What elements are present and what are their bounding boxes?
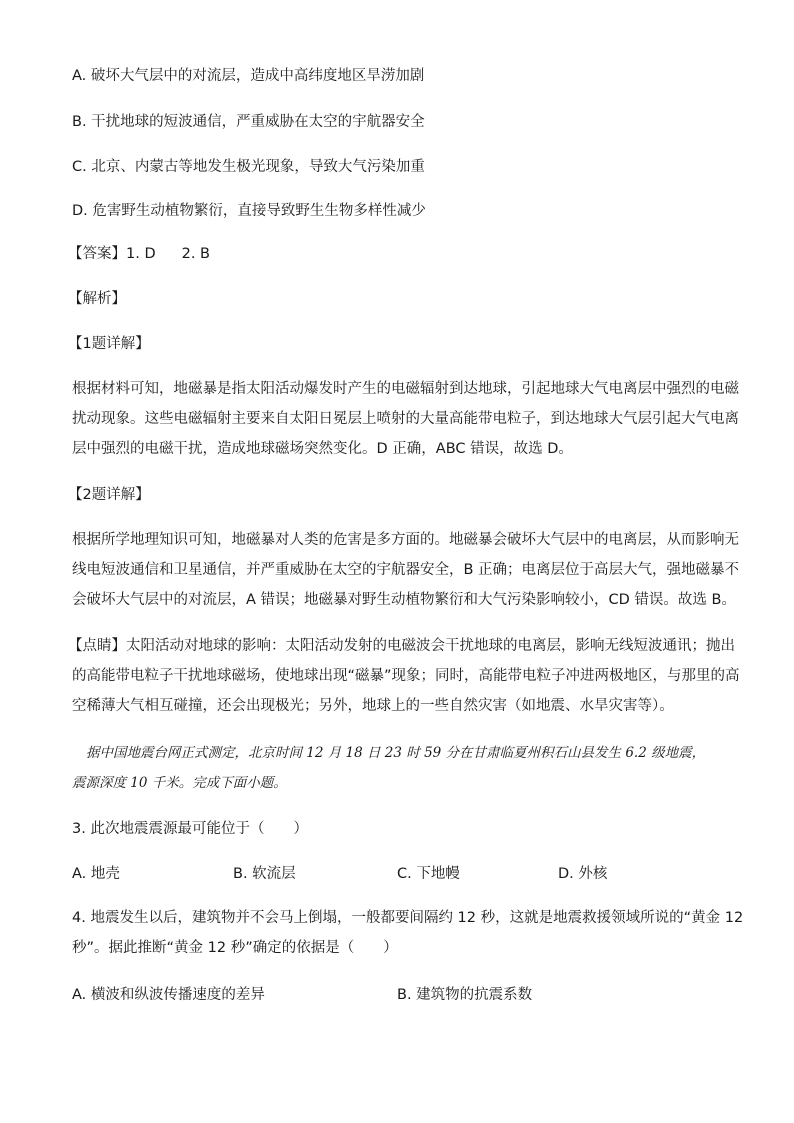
- q3-option-b: B. 软流层: [233, 866, 296, 882]
- answer-tag: 【答案】: [68, 246, 126, 262]
- tip-line: 的高能带电粒子干扰地球磁场，使地球出现“磁暴”现象；同时，高能带电粒子冲进两极地区，与那里的高: [72, 668, 740, 684]
- tip-tag: 【点睛】: [68, 638, 126, 654]
- detail2-line: 会破坏大气层中的对流层，A 错误；地磁暴对野生动植物繁衍和大气污染影响较小，CD 错误。故选 B。: [72, 592, 736, 608]
- answer-first: 1. D: [126, 246, 156, 262]
- q4-option-a: A. 横波和纵波传播速度的差异: [72, 987, 265, 1003]
- detail2-heading: 【2题详解】: [68, 487, 150, 503]
- tip-line: 【点睛】太阳活动对地球的影响：太阳活动发射的电磁波会干扰地球的电离层，影响无线短波通讯；抛出: [68, 638, 735, 654]
- q4-stem: [72, 903, 744, 963]
- option-d: D. 危害野生动植物繁衍，直接导致野生生物多样性减少: [72, 203, 426, 219]
- q4-stem-line: 秒”。据此推断“黄金 12 秒”确定的依据是（ ）: [72, 940, 398, 956]
- detail2-line: 根据所学地理知识可知，地磁暴对人类的危害是多方面的。地磁暴会破坏大气层中的电离层，从而影响无: [72, 532, 739, 548]
- q3-stem: 3. 此次地震震源最可能位于（ ）: [72, 821, 308, 837]
- option-a: A. 破坏大气层中的对流层，造成中高纬度地区旱涝加剧: [72, 68, 425, 84]
- detail2-line: 线电短波通信和卫星通信，并严重威胁在太空的宇航器安全，B 正确；电离层位于高层大气，强地磁暴不: [72, 562, 740, 578]
- answer-line: [68, 244, 210, 264]
- detail2-paragraph: [72, 525, 740, 615]
- passage-line: 据中国地震台网正式测定，北京时间 12 月 18 日 23 时 59 分在甘肃临夏州积石山县发生 6.2 级地震，: [86, 745, 706, 761]
- detail1-line: 层中强烈的电磁干扰，造成地球磁场突然变化。D 正确，ABC 错误，故选 D。: [72, 441, 573, 457]
- passage-line: 震源深度 10 千米。完成下面小题。: [72, 775, 287, 791]
- option-b: B. 干扰地球的短波通信，严重威胁在太空的宇航器安全: [72, 114, 425, 130]
- option-c: C. 北京、内蒙古等地发生极光现象，导致大气污染加重: [72, 159, 425, 175]
- reading-passage: [72, 738, 722, 798]
- detail1-line: 扰动现象。这些电磁辐射主要来自太阳日冕层上喷射的大量高能带电粒子，到达地球大气层引起大气电离: [72, 411, 739, 427]
- q4-stem-line: 4. 地震发生以后，建筑物并不会马上倒塌，一般都要间隔约 12 秒，这就是地震救援领域所说的“黄金 12: [72, 910, 744, 926]
- q3-option-c: C. 下地幔: [397, 866, 460, 882]
- q4-option-b: B. 建筑物的抗震系数: [397, 987, 533, 1003]
- detail1-heading: 【1题详解】: [68, 336, 150, 352]
- q3-option-d: D. 外核: [558, 866, 608, 882]
- tip-line: 空稀薄大气相互碰撞，还会出现极光；另外，地球上的一些自然灾害（如地震、水旱灾害等）。: [72, 698, 674, 714]
- detail1-line: 根据材料可知，地磁暴是指太阳活动爆发时产生的电磁辐射到达地球，引起地球大气电离层中强烈的电磁: [72, 381, 739, 397]
- tip-paragraph: [68, 631, 740, 721]
- answer-second: 2. B: [181, 246, 211, 262]
- q3-option-a: A. 地壳: [72, 866, 120, 882]
- analysis-tag: 【解析】: [68, 291, 126, 307]
- detail1-paragraph: [72, 374, 739, 464]
